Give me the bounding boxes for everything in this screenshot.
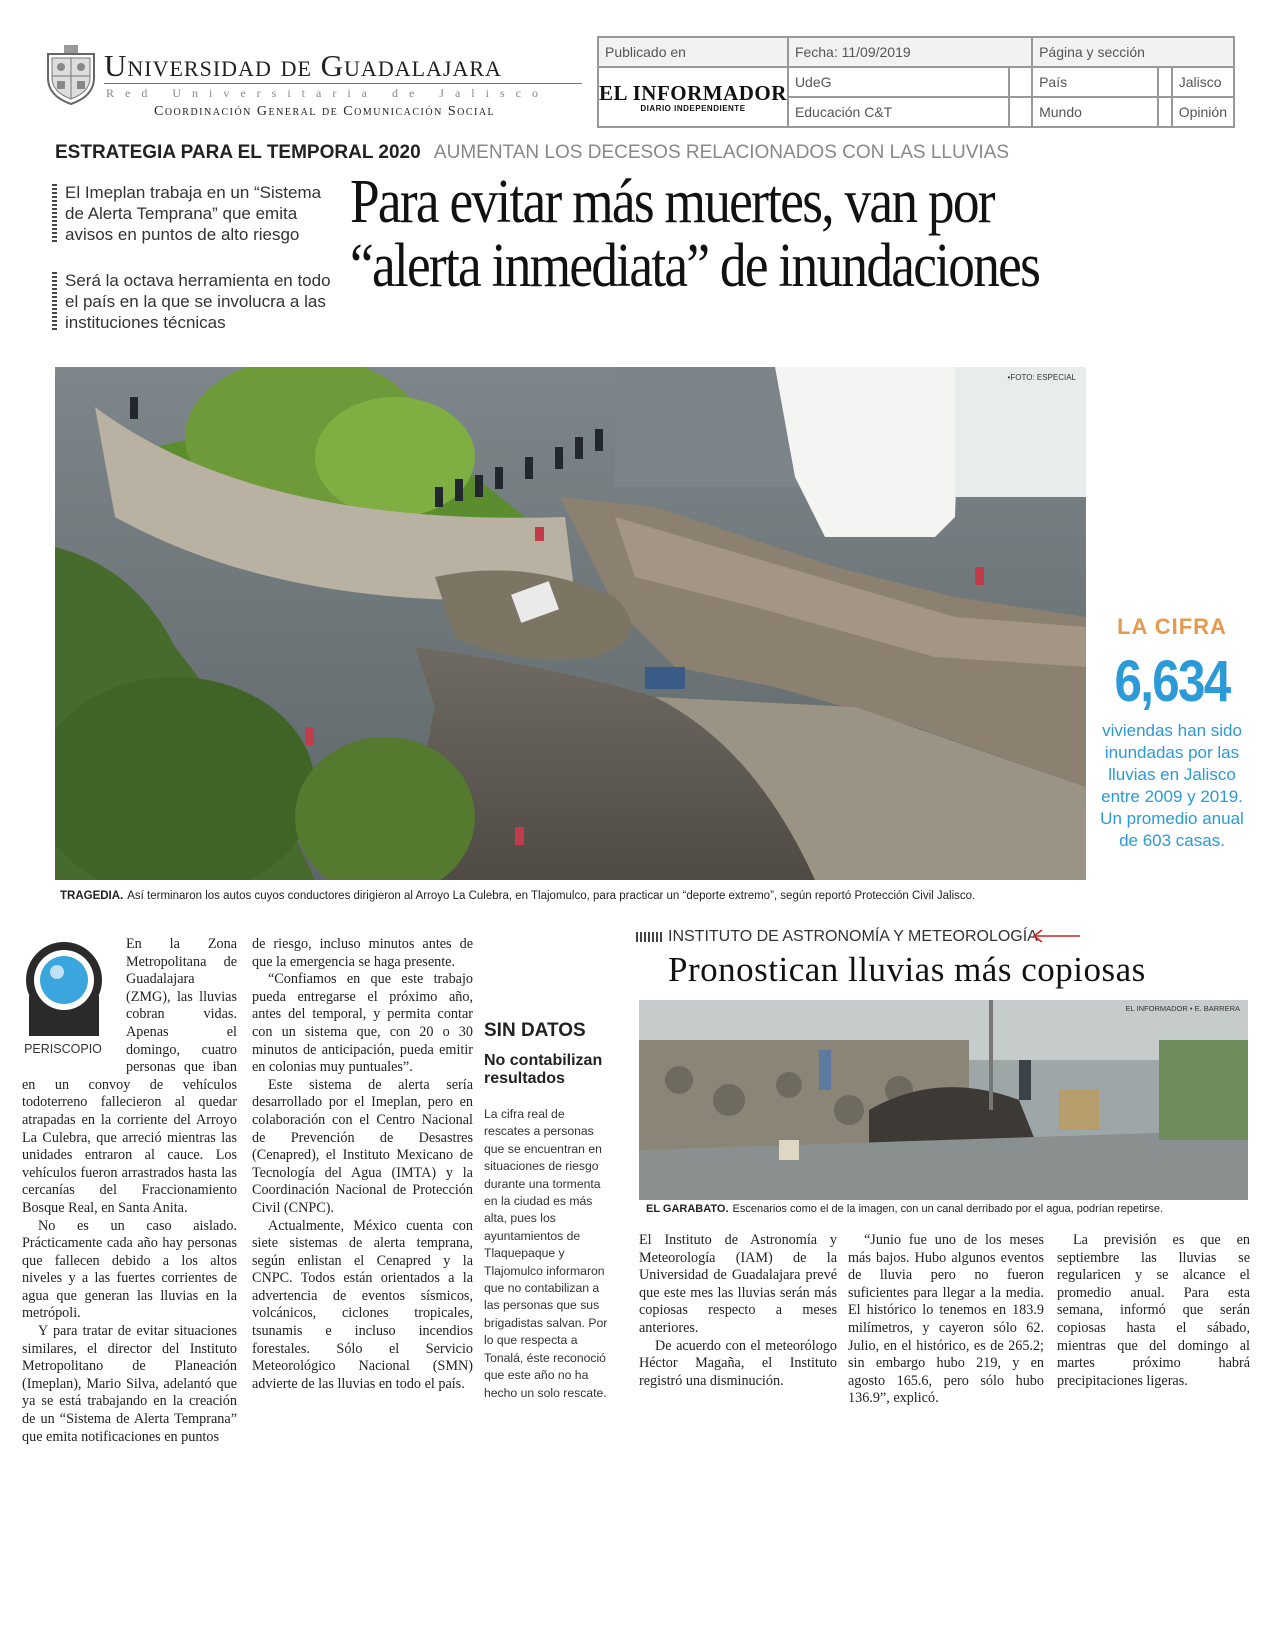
collapsed-canal-image bbox=[639, 1000, 1248, 1200]
published-in-label: Publicado en bbox=[598, 37, 788, 67]
headline-line-1: Para evitar más muertes, van por bbox=[350, 168, 994, 236]
story2-caption-text: Escenarios como el de la imagen, con un canal derribado por el agua, podrían repetirse. bbox=[732, 1203, 1163, 1215]
col1-paragraph-1: En la Zona Metropolitana de Guadalajara (ZMG), las lluvias cobran vidas. Apenas el domingo, cuatro personas que iban en un convoy de vehículos todoterreno fallecieron al quedar atrapadas en la corriente del Arroyo La Culebra, que arreció mientras las unidades entraron al cauce. Los vehículos fueron arrastrados hasta las cercanías del Fraccionamiento Bosque Real, en Santa Anita. bbox=[22, 936, 237, 1216]
section-tag-text: INSTITUTO DE ASTRONOMÍA Y METEOROLOGÍA bbox=[668, 928, 1038, 945]
article-column-1 bbox=[22, 936, 237, 1446]
story2-column-2 bbox=[848, 1232, 1044, 1408]
flood-scene-image bbox=[55, 367, 1086, 880]
headline bbox=[350, 170, 1107, 298]
article-column-2 bbox=[252, 936, 473, 1393]
story2-photo-credit: EL INFORMADOR • E. BARRERA bbox=[1125, 1004, 1240, 1013]
story2-col2-paragraph-1: “Junio fue uno de los meses más bajos. Hubo algunos eventos de lluvia pero no fueron suficientes para llegar a la media. El histórico lo tenemos en 183.9 milímetros, y cayeron sólo 62. Julio, en el histórico, es de 265.2; sin embargo hubo 219, y en agosto 165.6, pero sólo hubo 136.9”, explicó. bbox=[848, 1232, 1044, 1407]
section-educacion-check bbox=[1009, 97, 1032, 127]
story2-title: Pronostican lluvias más copiosas bbox=[668, 950, 1146, 989]
periscope-float bbox=[22, 936, 122, 1070]
caption-label: TRAGEDIA. bbox=[60, 890, 124, 902]
col2-paragraph-2: “Confiamos en que este trabajo pueda entregarse el próximo año, antes del temporal, y permita contar con un sistema que, con 20 o 30 minutos de anticipación, pueda emitir en colonias muy puntuales”. bbox=[252, 971, 473, 1076]
red-arrow-icon bbox=[1030, 928, 1082, 944]
la-cifra-box bbox=[1098, 614, 1246, 852]
story2-column-3 bbox=[1057, 1232, 1250, 1390]
section-jalisco: Jalisco bbox=[1172, 67, 1234, 97]
cifra-number: 6,634 bbox=[1114, 649, 1230, 714]
deck-2: Será la octava herramienta en todo el país en la que se involucra a las instituciones técnicas bbox=[52, 270, 342, 333]
section-udeg: UdeG bbox=[788, 67, 1009, 97]
col2-paragraph-1: de riesgo, incluso minutos antes de que la emergencia se haga presente. bbox=[252, 936, 473, 970]
cifra-title: LA CIFRA bbox=[1117, 614, 1227, 639]
caption-text: Así terminaron los autos cuyos conductores dirigieron al Arroyo La Culebra, en Tlajomulco, para practicar un “deporte extremo”, según reportó Protección Civil Jalisco. bbox=[127, 890, 976, 902]
periscope-label: PERISCOPIO bbox=[24, 1042, 102, 1056]
coordination-name: Coordinación General de Comunicación Social bbox=[154, 104, 496, 119]
university-network: Red Universitaria de Jalisco bbox=[106, 86, 549, 100]
story2-col1-paragraph-2: De acuerdo con el meteorólogo Héctor Magaña, el Instituto registró una disminución. bbox=[639, 1337, 837, 1389]
section-bars-icon bbox=[636, 932, 662, 942]
section-udeg-check bbox=[1009, 67, 1032, 97]
kicker bbox=[55, 142, 1009, 164]
main-photo bbox=[55, 367, 1086, 880]
section-tag bbox=[636, 928, 1038, 946]
newspaper-name: EL INFORMADOR bbox=[599, 80, 787, 105]
section-pais: País bbox=[1032, 67, 1158, 97]
cifra-description: viviendas han sido inundadas por las lluvias en Jalisco entre 2009 y 2019. Un promedio anual de 603 casas. bbox=[1100, 721, 1244, 850]
date-label: Fecha: 11/09/2019 bbox=[788, 37, 1032, 67]
kicker-secondary: AUMENTAN LOS DECESOS RELACIONADOS CON LAS LLUVIAS bbox=[433, 142, 1009, 163]
sin-datos-subtitle: No contabilizan resultados bbox=[484, 1052, 603, 1087]
publication-table bbox=[597, 36, 1235, 128]
col2-paragraph-3: Este sistema de alerta sería desarrollado por el Imeplan, pero en colaboración con el Centro Nacional de Prevención de Desastres (Cenapred), el Instituto Mexicano de Tecnología del Agua (IMTA) y la Coordinación Nacional de Protección Civil (CNPC). bbox=[252, 1076, 473, 1216]
header-divider bbox=[104, 83, 582, 84]
headline-line-2: “alerta inmediata” de inundaciones bbox=[350, 232, 1040, 300]
col1-paragraph-3: Y para tratar de evitar situaciones similares, el director del Instituto Metropolitano de Planeación (Imeplan), Mario Silva, adelantó que ya se está trabajando en la creación de un “Sistema de Alerta Temprana” que emita notificaciones en puntos bbox=[22, 1323, 237, 1445]
deck-1: El Imeplan trabaja en un “Sistema de Alerta Temprana” que emita avisos en puntos de alto riesgo bbox=[52, 182, 342, 245]
page-section-label: Página y sección bbox=[1032, 37, 1234, 67]
story2-caption-label: EL GARABATO. bbox=[646, 1203, 729, 1215]
story2-column-1 bbox=[639, 1232, 837, 1390]
section-mundo: Mundo bbox=[1032, 97, 1158, 127]
section-pais-check bbox=[1158, 67, 1172, 97]
story2-caption bbox=[646, 1203, 1163, 1215]
section-mundo-check bbox=[1158, 97, 1172, 127]
sin-datos-sidebar bbox=[484, 1020, 612, 1402]
newspaper-tagline: DIARIO INDEPENDIENTE bbox=[640, 103, 746, 113]
story2-col1-paragraph-1: El Instituto de Astronomía y Meteorología (IAM) de la Universidad de Guadalajara prevé que este mes las lluvias serán más copiosas respecto a meses anteriores. bbox=[639, 1232, 837, 1336]
col1-paragraph-2: No es un caso aislado. Prácticamente cada año hay personas que fallecen debido a los altos niveles y a las fuertes corrientes de agua que generan las lluvias en la metrópoli. bbox=[22, 1217, 237, 1322]
sin-datos-body: La cifra real de rescates a personas que se encuentran en situaciones de riesgo durante una tormenta en la ciudad es más alta, pues los ayuntamientos de Tlaquepaque y Tlajomulco informaron que no contabilizan a las personas que sus brigadistas salvan. Por lo que respecta a Tonalá, éste reconoció que este año no ha hecho un solo rescate. bbox=[484, 1107, 608, 1400]
story2-col3-paragraph-1: La previsión es que en septiembre las lluvias se regularicen y se alcance el promedio anual. Para esta semana, informó que serán copiosas hasta el sábado, mientras que del domingo al martes próximo habrá precipitaciones ligeras. bbox=[1057, 1232, 1250, 1389]
udeg-crest-icon bbox=[42, 44, 100, 106]
col2-paragraph-4: Actualmente, México cuenta con siete sistemas de alerta temprana, según enlistan el Cenapred y la CNPC. Todos están orientados a la advertencia de eventos sísmicos, volcánicos, ciclones tropicales, tsunamis e incluso incendios forestales. Sólo el Servicio Meteorológico Nacional (SMN) advierte de las lluvias en todo el país. bbox=[252, 1217, 473, 1392]
main-photo-caption bbox=[60, 890, 975, 902]
university-name: Universidad de Guadalajara bbox=[104, 48, 502, 83]
story2-photo bbox=[639, 1000, 1248, 1200]
sin-datos-title: SIN DATOS bbox=[484, 1020, 586, 1041]
photo-credit: •FOTO: ESPECIAL bbox=[1007, 373, 1076, 382]
kicker-main: ESTRATEGIA PARA EL TEMPORAL 2020 bbox=[55, 142, 421, 163]
newspaper-logo bbox=[598, 67, 788, 127]
section-educacion: Educación C&T bbox=[788, 97, 1009, 127]
udeg-header bbox=[42, 44, 582, 124]
section-opinion: Opinión bbox=[1172, 97, 1234, 127]
